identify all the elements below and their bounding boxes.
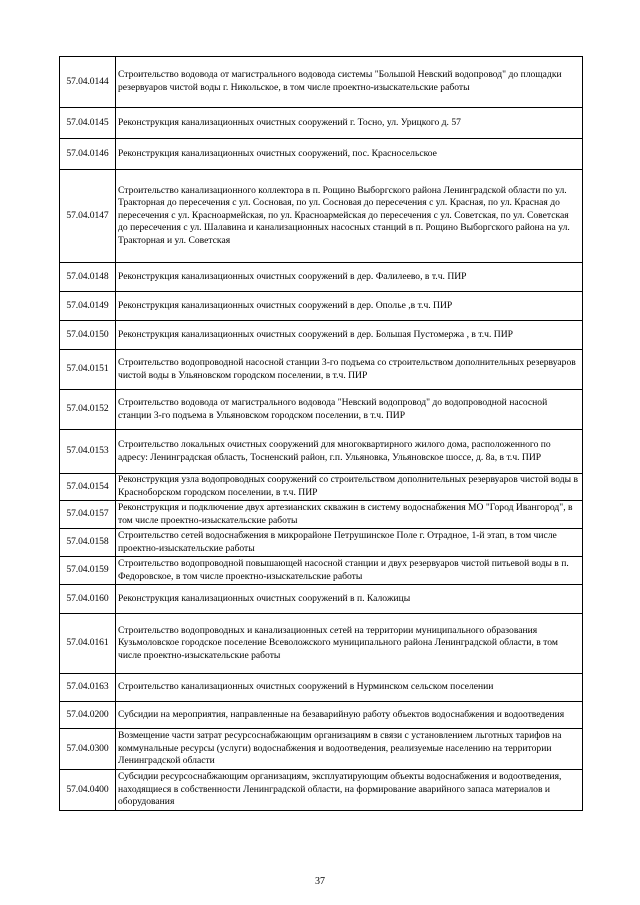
row-code: 57.04.0163 — [60, 674, 116, 702]
row-description: Реконструкция канализационных очистных сооружений в п. Каложицы — [116, 585, 583, 614]
table-row — [60, 390, 583, 430]
row-code: 57.04.0154 — [60, 474, 116, 501]
row-code: 57.04.0145 — [60, 108, 116, 139]
page-number: 37 — [315, 876, 325, 887]
table-row — [60, 501, 583, 529]
row-code: 57.04.0300 — [60, 729, 116, 770]
row-code: 57.04.0160 — [60, 585, 116, 614]
table-row — [60, 474, 583, 501]
table-row — [60, 614, 583, 674]
row-description: Строительство водовода от магистрального водовода "Невский водопровод" до водопроводной насосной станции 3-го подъема в Ульяновском городском поселении, в т.ч. ПИР — [116, 390, 583, 430]
table-row — [60, 170, 583, 263]
table-row — [60, 350, 583, 390]
table-row — [60, 770, 583, 811]
row-code: 57.04.0149 — [60, 292, 116, 321]
row-code: 57.04.0150 — [60, 321, 116, 350]
row-code: 57.04.0158 — [60, 529, 116, 557]
row-description: Строительство локальных очистных сооружений для многоквартирного жилого дома, расположенного по адресу: Ленинградская область, Тосненский район, г.п. Ульяновка, Ульяновское шоссе, д. 8а, в т.ч. ПИР — [116, 430, 583, 474]
row-description: Реконструкция канализационных очистных сооружений в дер. Фалилеево, в т.ч. ПИР — [116, 263, 583, 292]
row-description: Субсидии на мероприятия, направленные на безаварийную работу объектов водоснабжения и водоотведения — [116, 702, 583, 729]
row-description: Реконструкция канализационных очистных сооружений в дер. Большая Пустомержа , в т.ч. ПИР — [116, 321, 583, 350]
row-description: Реконструкция канализационных очистных сооружений, пос. Красносельское — [116, 139, 583, 170]
row-code: 57.04.0400 — [60, 770, 116, 811]
row-description: Строительство водопроводных и канализационных сетей на территории муниципального образования Кузьмоловское городское поселение Всеволожского муниципального района Ленинградской области, в том числе проектно-изыскательские работы — [116, 614, 583, 674]
table-row — [60, 139, 583, 170]
row-description: Строительство водопроводной повышающей насосной станции и двух резервуаров чистой питьевой воды в п. Федоровское, в том числе проектно-изыскательские работы — [116, 557, 583, 585]
row-code: 57.04.0157 — [60, 501, 116, 529]
row-code: 57.04.0159 — [60, 557, 116, 585]
row-code: 57.04.0146 — [60, 139, 116, 170]
row-code: 57.04.0153 — [60, 430, 116, 474]
row-code: 57.04.0152 — [60, 390, 116, 430]
row-description: Реконструкция канализационных очистных сооружений в дер. Ополье ,в т.ч. ПИР — [116, 292, 583, 321]
table-row — [60, 57, 583, 108]
row-description: Строительство сетей водоснабжения в микрорайоне Петрушинское Поле г. Отрадное, 1-й этап, в том числе проектно-изыскательские работы — [116, 529, 583, 557]
table-row — [60, 702, 583, 729]
table-row — [60, 108, 583, 139]
table-row — [60, 321, 583, 350]
row-description: Реконструкция канализационных очистных сооружений г. Тосно, ул. Урицкого д. 57 — [116, 108, 583, 139]
table-row — [60, 557, 583, 585]
table-row — [60, 585, 583, 614]
row-code: 57.04.0148 — [60, 263, 116, 292]
table-row — [60, 263, 583, 292]
row-code: 57.04.0161 — [60, 614, 116, 674]
table-row — [60, 674, 583, 702]
row-code: 57.04.0144 — [60, 57, 116, 108]
table-row — [60, 729, 583, 770]
row-code: 57.04.0151 — [60, 350, 116, 390]
row-description: Возмещение части затрат ресурсоснабжающим организациям в связи с установлением льготных тарифов на коммунальные ресурсы (услуги) водоснабжения и водоотведения, реализуемые населению на территории Ленинградской области — [116, 729, 583, 770]
row-description: Субсидии ресурсоснабжающим организациям, эксплуатирующим объекты водоснабжения и водоотведения, находящиеся в собственности Ленинградской области, на формирование аварийного запаса материалов и оборудования — [116, 770, 583, 811]
row-description: Реконструкция и подключение двух артезианских скважин в систему водоснабжения МО "Город Ивангород", в том числе проектно-изыскательские работы — [116, 501, 583, 529]
row-description: Строительство канализационного коллектора в п. Рощино Выборгского района Ленинградской области по ул. Тракторная до пересечения с ул. Сосновая, по ул. Сосновая до пересечения с ул. Красная, по ул. Красная до пересечения с ул. Красноармейская, по ул. Красноармейская до пересечения с ул. Советская, по ул. Советская до пересечения с ул. Шалавина и канализационных насосных станций в п. Рощино Выборгского района на ул. Тракторная и ул. Советская — [116, 170, 583, 263]
row-description: Строительство водопроводной насосной станции 3-го подъема со строительством дополнительных резервуаров чистой воды в Ульяновском городском поселении, в т.ч. ПИР — [116, 350, 583, 390]
table-row — [60, 529, 583, 557]
row-description: Реконструкция узла водопроводных сооружений со строительством дополнительных резервуаров чистой воды в Красноборском городском поселении, в т.ч. ПИР — [116, 474, 583, 501]
table-row — [60, 430, 583, 474]
table-row — [60, 292, 583, 321]
budget-classification-table — [59, 56, 583, 811]
row-description: Строительство водовода от магистрального водовода системы "Большой Невский водопровод" до площадки резервуаров чистой воды г. Никольское, в том числе проектно-изыскательские работы — [116, 57, 583, 108]
row-code: 57.04.0200 — [60, 702, 116, 729]
row-code: 57.04.0147 — [60, 170, 116, 263]
row-description: Строительство канализационных очистных сооружений в Нурминском сельском поселении — [116, 674, 583, 702]
